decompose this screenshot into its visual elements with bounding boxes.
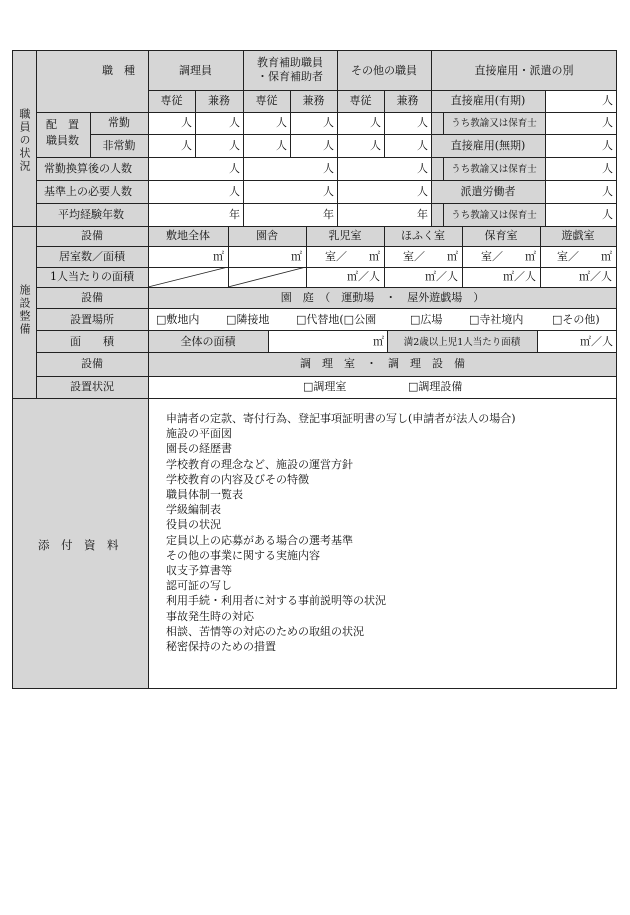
full-time-header: 専従 — [255, 94, 278, 107]
avg-years-label: 平均経験年数 — [58, 208, 124, 221]
m2-per-person: ㎡／人 — [425, 270, 458, 283]
employ-header: 直接雇用・派遣の別 — [474, 64, 574, 77]
unit-year: 年 — [229, 208, 240, 221]
employ-labels-bg — [431, 90, 545, 226]
part-time-label: 非常勤 — [102, 139, 136, 152]
location-adjacent[interactable]: □隣接地 — [226, 313, 270, 326]
list-item: 学校教育の理念など、施設の運営方針 — [166, 457, 353, 471]
col-site: 敷地全体 — [166, 229, 210, 242]
unit-person: 人 — [370, 139, 381, 152]
regular-label: 常勤 — [108, 116, 130, 129]
role-assistant-line1: 教育補助職員 — [257, 56, 323, 69]
role-assistant-line2: ・保育補助者 — [257, 70, 323, 83]
unit-person: 人 — [602, 139, 613, 152]
unit-person: 人 — [602, 162, 613, 175]
frame-bottom — [12, 688, 617, 689]
unit-m2: ㎡ — [213, 250, 224, 263]
list-item: 学校教育の内容及びその特徴 — [166, 472, 309, 486]
h-line — [12, 398, 616, 399]
status-label: 設置状況 — [70, 380, 114, 393]
kitchen-title: 調 理 室 ・ 調 理 設 備 — [300, 357, 465, 370]
h-line — [36, 352, 616, 353]
role-cook: 調理員 — [179, 64, 212, 77]
location-alternative-park[interactable]: □代替地(□公園 — [296, 313, 377, 326]
h-line — [36, 287, 616, 288]
required-label: 基準上の必要人数 — [44, 185, 132, 198]
col-building: 園舎 — [256, 229, 278, 242]
unit-person: 人 — [181, 139, 192, 152]
m2-per-person: ㎡／人 — [503, 270, 536, 283]
per-person-label: 1人当たりの面積 — [50, 270, 134, 283]
attachments-label: 添 付 資 料 — [38, 538, 119, 552]
location-label: 設置場所 — [70, 313, 114, 326]
unit-m2: ㎡ — [373, 335, 384, 348]
unit-person: 人 — [323, 185, 334, 198]
unit-person: 人 — [229, 116, 240, 129]
rooms-area-label: 居室数／面積 — [59, 250, 125, 263]
staff-section-label: 職員の状況 — [18, 108, 31, 173]
list-item: 職員体制一覧表 — [166, 488, 243, 502]
unit-person: 人 — [417, 116, 428, 129]
location-shrine[interactable]: □寺社境内 — [469, 313, 524, 326]
h-line — [36, 246, 616, 247]
fte-label: 常勤換算後の人数 — [44, 162, 132, 175]
full-time-header: 専従 — [160, 94, 183, 107]
location-square[interactable]: □広場 — [410, 313, 443, 326]
room-m2: 室／ ㎡ — [325, 250, 380, 263]
list-item: 利用手続・利用者に対する事前説明等の状況 — [166, 594, 386, 608]
col-nursery: 保育室 — [484, 229, 518, 242]
unit-person: 人 — [181, 116, 192, 129]
area-label: 面 積 — [70, 335, 114, 348]
location-other[interactable]: □その他) — [552, 313, 600, 326]
list-item: 学級編制表 — [166, 503, 221, 517]
diagonal-slashes — [148, 267, 308, 288]
list-item: 相談、苦情等の対応のための取組の状況 — [166, 624, 364, 638]
list-item: 園長の経歴書 — [166, 442, 232, 456]
h-line — [36, 112, 616, 113]
col-infant: 乳児室 — [328, 229, 362, 242]
age2-area-label: 満2歳以上児1人当たり面積 — [403, 337, 521, 348]
role-other: その他の職員 — [351, 64, 417, 77]
attachments-list — [166, 411, 516, 654]
unit-person: 人 — [323, 116, 334, 129]
list-item: 役員の状況 — [166, 518, 221, 532]
unit-person: 人 — [602, 208, 613, 221]
unit-person: 人 — [323, 139, 334, 152]
room-m2: 室／ ㎡ — [403, 250, 458, 263]
m2-per-person: ㎡／人 — [347, 270, 380, 283]
h-line — [36, 180, 616, 181]
list-item: 秘密保持のための措置 — [166, 640, 276, 654]
h-line — [36, 203, 616, 204]
equipment-label: 設備 — [81, 291, 103, 304]
equipment-label: 設備 — [81, 229, 103, 242]
teacher-sub-label: うち教諭又は保育士 — [451, 164, 537, 175]
list-item: 事故発生時の対応 — [166, 609, 254, 623]
col-crawl: ほふく室 — [401, 229, 445, 242]
unit-person: 人 — [229, 185, 240, 198]
teacher-sub-label: うち教諭又は保育士 — [451, 210, 537, 221]
unit-person: 人 — [602, 94, 613, 107]
job-header: 職 種 — [102, 64, 135, 77]
unit-person: 人 — [229, 162, 240, 175]
total-area-label: 全体の面積 — [180, 335, 236, 348]
garden-title: 園 庭 （ 運動場 ・ 屋外遊戯場 ） — [280, 291, 485, 304]
unit-person: 人 — [417, 139, 428, 152]
list-item: その他の事業に関する実施内容 — [166, 548, 320, 562]
list-item: 申請者の定款、寄付行為、登記事項証明書の写し(申請者が法人の場合) — [166, 412, 516, 425]
teacher-sub-label: うち教諭又は保育士 — [451, 118, 537, 129]
unit-person: 人 — [370, 116, 381, 129]
unit-person: 人 — [323, 162, 334, 175]
h-line — [12, 226, 616, 227]
frame-left — [12, 50, 13, 689]
unit-person: 人 — [276, 139, 287, 152]
concurrent-header: 兼務 — [208, 94, 230, 107]
list-item: 施設の平面図 — [166, 427, 232, 441]
unit-m2: ㎡ — [291, 250, 302, 263]
unit-year: 年 — [323, 208, 334, 221]
placement-label-2: 職員数 — [46, 134, 79, 147]
unit-year: 年 — [417, 208, 428, 221]
h-line — [36, 308, 616, 309]
m2-per-person: ㎡／人 — [580, 335, 613, 348]
facility-section-label: 施設整備 — [18, 284, 31, 336]
direct-unlimited-label: 直接雇用(無期) — [450, 139, 526, 152]
h-line — [36, 376, 616, 377]
unit-person: 人 — [602, 116, 613, 129]
frame-top — [12, 50, 617, 51]
full-time-header: 専従 — [349, 94, 372, 107]
placement-label-1: 配 置 — [46, 118, 79, 131]
dispatch-label: 派遣労働者 — [460, 185, 516, 198]
col-playroom: 遊戯室 — [561, 229, 595, 242]
concurrent-header: 兼務 — [302, 94, 325, 107]
list-item: 認可証の写し — [166, 579, 232, 593]
m2-per-person: ㎡／人 — [579, 270, 612, 283]
unit-person: 人 — [229, 139, 240, 152]
kitchen-equipment-option[interactable]: □調理設備 — [408, 380, 463, 393]
unit-person: 人 — [602, 185, 613, 198]
location-on-site[interactable]: □敷地内 — [156, 313, 200, 326]
h-line — [36, 267, 616, 268]
room-m2: 室／ ㎡ — [557, 250, 612, 263]
list-item: 定員以上の応募がある場合の選考基準 — [166, 533, 353, 547]
equipment-label: 設備 — [81, 357, 103, 370]
direct-fixed-label: 直接雇用(有期) — [450, 94, 526, 107]
h-line — [36, 157, 616, 158]
unit-person: 人 — [417, 185, 428, 198]
v-line — [545, 90, 546, 226]
concurrent-header: 兼務 — [396, 94, 419, 107]
h-line — [90, 134, 616, 135]
unit-person: 人 — [276, 116, 287, 129]
kitchen-room-option[interactable]: □調理室 — [303, 380, 347, 393]
list-item: 収支予算書等 — [166, 564, 232, 578]
h-line — [36, 330, 616, 331]
unit-person: 人 — [417, 162, 428, 175]
room-m2: 室／ ㎡ — [481, 250, 536, 263]
